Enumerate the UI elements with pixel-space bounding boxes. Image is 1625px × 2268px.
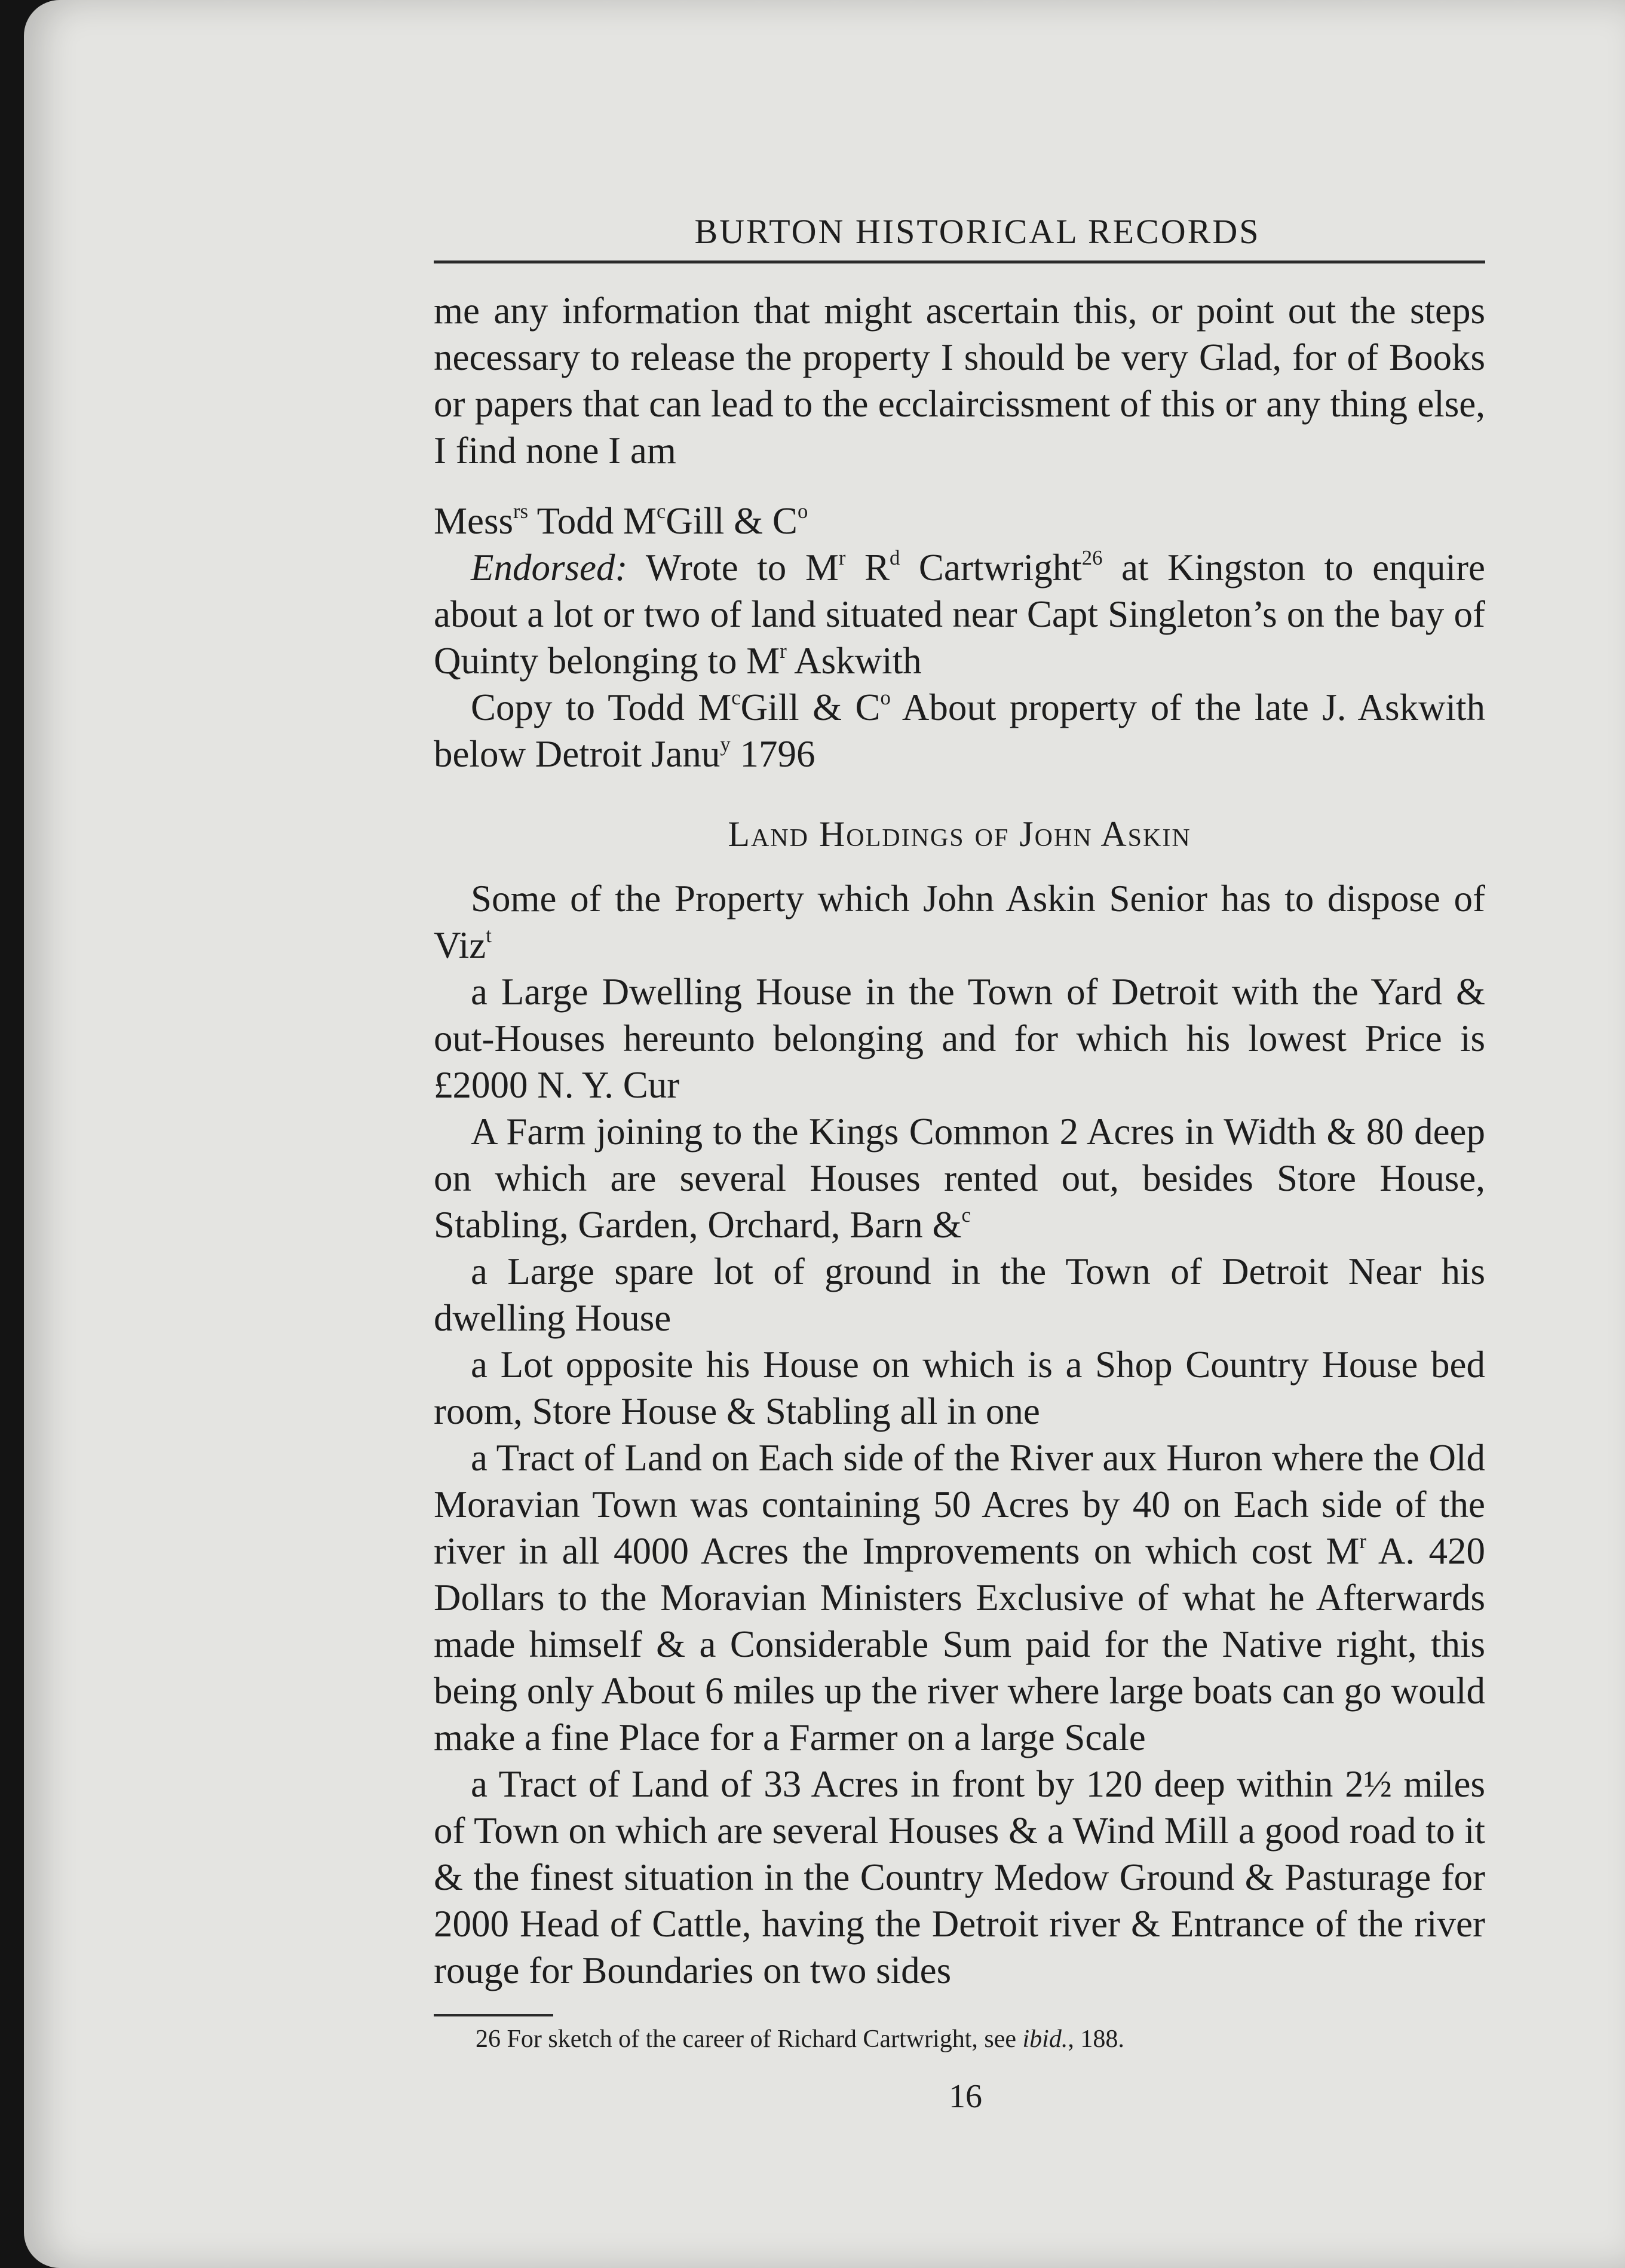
letter-addressee: Mess$^{rs}$ Todd $M^cGill$ & $C^o$ bbox=[434, 500, 808, 542]
property-item-river-aux-huron-tract: a Tract of Land on Each side of the River aux Huron where the Old Moravian Town was containing 50 Acres by 40 on Each side of the river in all 4000 Acres the Improvements on which cost $M^r$ A. 420 Dollars to the Moravian Ministers Exclusive of what he Afterwards made himself & a Considerable Sum paid for the Native right, this being only About 6 miles up the river where large boats can go would make a fine Place for a Farmer on a large Scale bbox=[434, 1437, 1485, 1758]
footnote-reference: 26 bbox=[1081, 547, 1103, 570]
header-rule bbox=[434, 260, 1485, 263]
footnote-rule bbox=[434, 2014, 553, 2016]
property-item-farm: A Farm joining to the Kings Common 2 Acres in Width & 80 deep on which are several Houses rented out, besides Store House, Stabling, Garden, Orchard, Barn &$^c$ bbox=[434, 1111, 1485, 1246]
body-text bbox=[434, 287, 1485, 1994]
page-number: 16 bbox=[949, 2078, 982, 2115]
copy-note-paragraph: Copy to Todd $M^cGill$ & $C^o$ About property of the late J. Askwith below Detroit Janu$^y$ 1796 bbox=[434, 686, 1485, 775]
page-content bbox=[434, 203, 1485, 2116]
property-item-wind-mill-tract: a Tract of Land of 33 Acres in front by 120 deep within 2½ miles of Town on which are several Houses & a Wind Mill a good road to it & the finest situation in the Country Medow Ground & Pasturage for 2000 Head of Cattle, having the Detroit river & Entrance of the river rouge for Boundaries on two sides bbox=[434, 1763, 1485, 1991]
footnote-number: 26 bbox=[476, 2025, 501, 2053]
letter-closing-paragraph: me any information that might ascertain this, or point out the steps necessary to release the property I should be very Glad, for of Books or papers that can lead to the ecclaircissment of this or any thing else, I find none I am bbox=[434, 290, 1485, 471]
property-item-shop-lot: a Lot opposite his House on which is a Shop Country House bed room, Store House & Stabling all in one bbox=[434, 1344, 1485, 1432]
section-title: Land Holdings of John Askin bbox=[728, 814, 1191, 854]
property-item-spare-lot: a Large spare lot of ground in the Town of Detroit Near his dwelling House bbox=[434, 1251, 1485, 1339]
endorsement-paragraph: Endorsed: Wrote to $M^r$ $R^d$ Cartwright$^{26}$ at Kingston to enquire about a lot or two of land situated near Capt Singleton’s on the bay of Quinty belonging to $M^r$ Askwith bbox=[434, 547, 1485, 682]
running-head: BURTON HISTORICAL RECORDS bbox=[694, 212, 1261, 251]
property-intro-paragraph: Some of the Property which John Askin Senior has to dispose of Viz$^t$ bbox=[434, 878, 1485, 966]
footnote: 26 For sketch of the career of Richard Cartwright, see ibid., 188. bbox=[476, 2025, 1124, 2053]
property-item-dwelling-house: a Large Dwelling House in the Town of Detroit with the Yard & out-Houses hereunto belonging and for which his lowest Price is £2000 N. Y. Cur bbox=[434, 971, 1485, 1106]
